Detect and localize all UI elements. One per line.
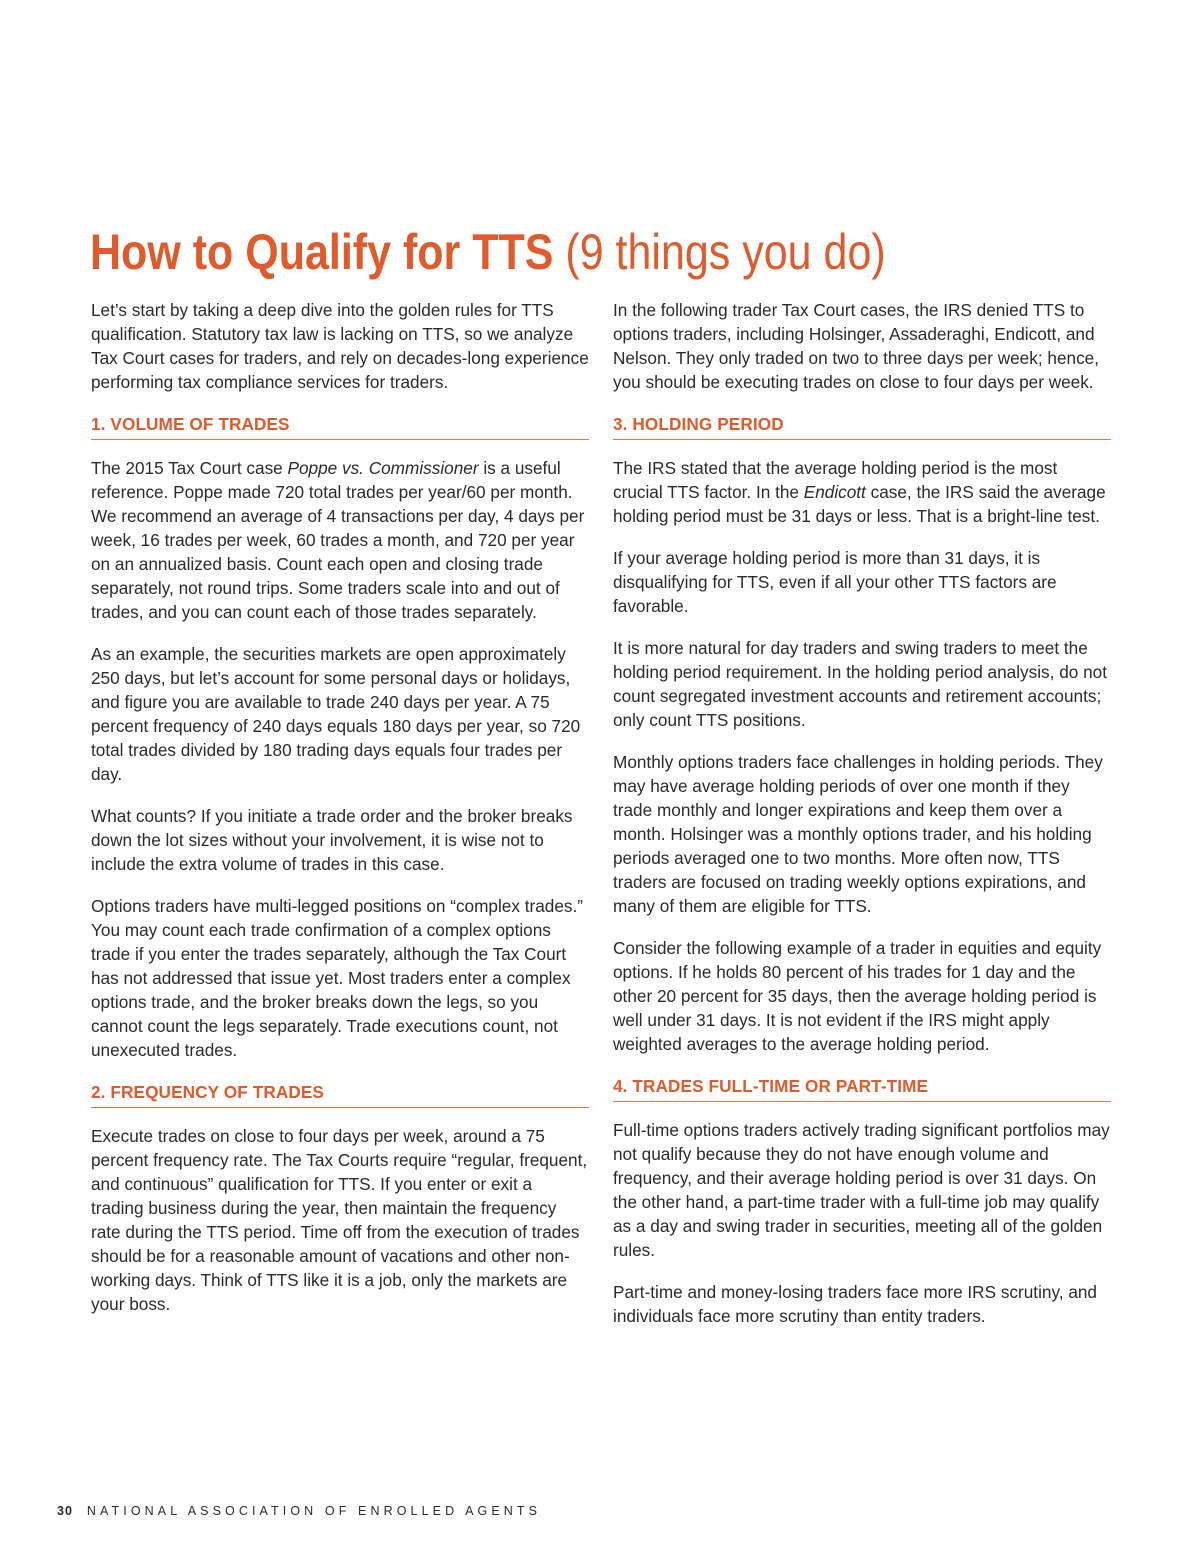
section-heading-holding-period: 3. HOLDING PERIOD [613,412,1111,440]
holding-paragraph-1-text-a: The IRS stated that the average holding period is the most crucial TTS factor. In the [613,458,1058,502]
holding-paragraph-1 [613,456,1111,528]
page-footer [57,1503,541,1519]
page-title-subtitle: (9 things you do) [553,224,886,280]
fulltime-paragraph-1: Full-time options traders actively trading significant portfolios may not qualify because they do not have enough volume and frequency, and their average holding period is over 31 days. On the other hand, a part-time trader with a full-time job may qualify as a day and swing trader in securities, meeting all of the golden rules. [613,1120,1110,1260]
volume-paragraph-4: Options traders have multi-legged positions on “complex trades.” You may count each trade confirmation of a complex options trade if you enter the trades separately, although the Tax Court has not addressed that issue yet. Most traders enter a complex options trade, and the broker breaks down the legs, so you cannot count the legs separately. Trade executions count, not unexecuted trades. [91,896,583,1060]
left-column [91,298,589,1334]
organization-name: NATIONAL ASSOCIATION OF ENROLLED AGENTS [86,1504,542,1518]
holding-paragraph-5: Consider the following example of a trader in equities and equity options. If he holds 80 percent of his trades for 1 day and the other 20 percent for 35 days, then the average holding period is well under 31 days. It is not evident if the IRS might apply weighted averages to the average holding period. [613,938,1102,1054]
holding-paragraph-4: Monthly options traders face challenges in holding periods. They may have average holding periods of over one month if they trade monthly and longer expirations and keep them over a month. Holsinger was a monthly options trader, and his holding periods averaged one to two months. More often now, TTS traders are focused on trading weekly options expirations, and many of them are eligible for TTS. [613,752,1103,916]
volume-paragraph-1-text-a: The 2015 Tax Court case [91,458,288,478]
right-column [613,298,1111,1346]
intro-paragraph: Let’s start by taking a deep dive into the golden rules for TTS qualification. Statutory tax law is lacking on TTS, so we analyze Tax Court cases for traders, and rely on decades-long experience performing tax compliance services for traders. [91,300,589,392]
holding-paragraph-2: If your average holding period is more than 31 days, it is disqualifying for TTS, even if all your other TTS factors are favorable. [613,548,1057,616]
volume-paragraph-1 [91,456,589,624]
case-name-endicott: Endicott [803,482,866,502]
page-title [90,222,886,282]
holding-paragraph-1-text-b: case, the IRS said the average holding period must be 31 days or less. That is a bright-line test. [613,482,1106,526]
section-heading-frequency-of-trades: 2. FREQUENCY OF TRADES [91,1080,589,1108]
section-heading-volume-of-trades: 1. VOLUME OF TRADES [91,412,589,440]
case-name-poppe: Poppe vs. Commissioner [287,458,479,478]
cases-paragraph: In the following trader Tax Court cases, the IRS denied TTS to options traders, including Holsinger, Assaderaghi, Endicott, and Nelson. They only traded on two to three days per week; hence, you should be executing trades on close to four days per week. [613,300,1099,392]
page-number: 30 [57,1504,73,1518]
section-heading-full-time-part-time: 4. TRADES FULL-TIME OR PART-TIME [613,1074,1111,1102]
frequency-paragraph-1: Execute trades on close to four days per week, around a 75 percent frequency rate. The Tax Courts require “regular, frequent, and continuous” qualification for TTS. If you enter or exit a trading business during the year, then maintain the frequency rate during the TTS period. Time off from the execution of trades should be for a reasonable amount of vacations and other non-working days. Think of TTS like it is a job, only the markets are your boss. [91,1126,588,1314]
page-title-main: How to Qualify for TTS [90,224,554,280]
volume-paragraph-2: As an example, the securities markets are open approximately 250 days, but let’s account for some personal days or holidays, and figure you are available to trade 240 days per year. A 75 percent frequency of 240 days equals 180 days per year, so 720 total trades divided by 180 trading days equals four trades per day. [91,644,581,784]
volume-paragraph-3: What counts? If you initiate a trade order and the broker breaks down the lot sizes without your involvement, it is wise not to include the extra volume of trades in this case. [91,806,573,874]
volume-paragraph-1-text-b: is a useful reference. Poppe made 720 total trades per year/60 per month. We recommend an average of 4 transactions per day, 4 days per week, 16 trades per week, 60 trades a month, and 720 per year on an annualized basis. Count each open and closing trade separately, not round trips. Some traders scale into and out of trades, and you can count each of those trades separately. [91,458,585,622]
fulltime-paragraph-2: Part-time and money-losing traders face more IRS scrutiny, and individuals face more scrutiny than entity traders. [613,1282,1097,1326]
holding-paragraph-3: It is more natural for day traders and swing traders to meet the holding period requirement. In the holding period analysis, do not count segregated investment accounts and retirement accounts; only count TTS positions. [613,638,1107,730]
